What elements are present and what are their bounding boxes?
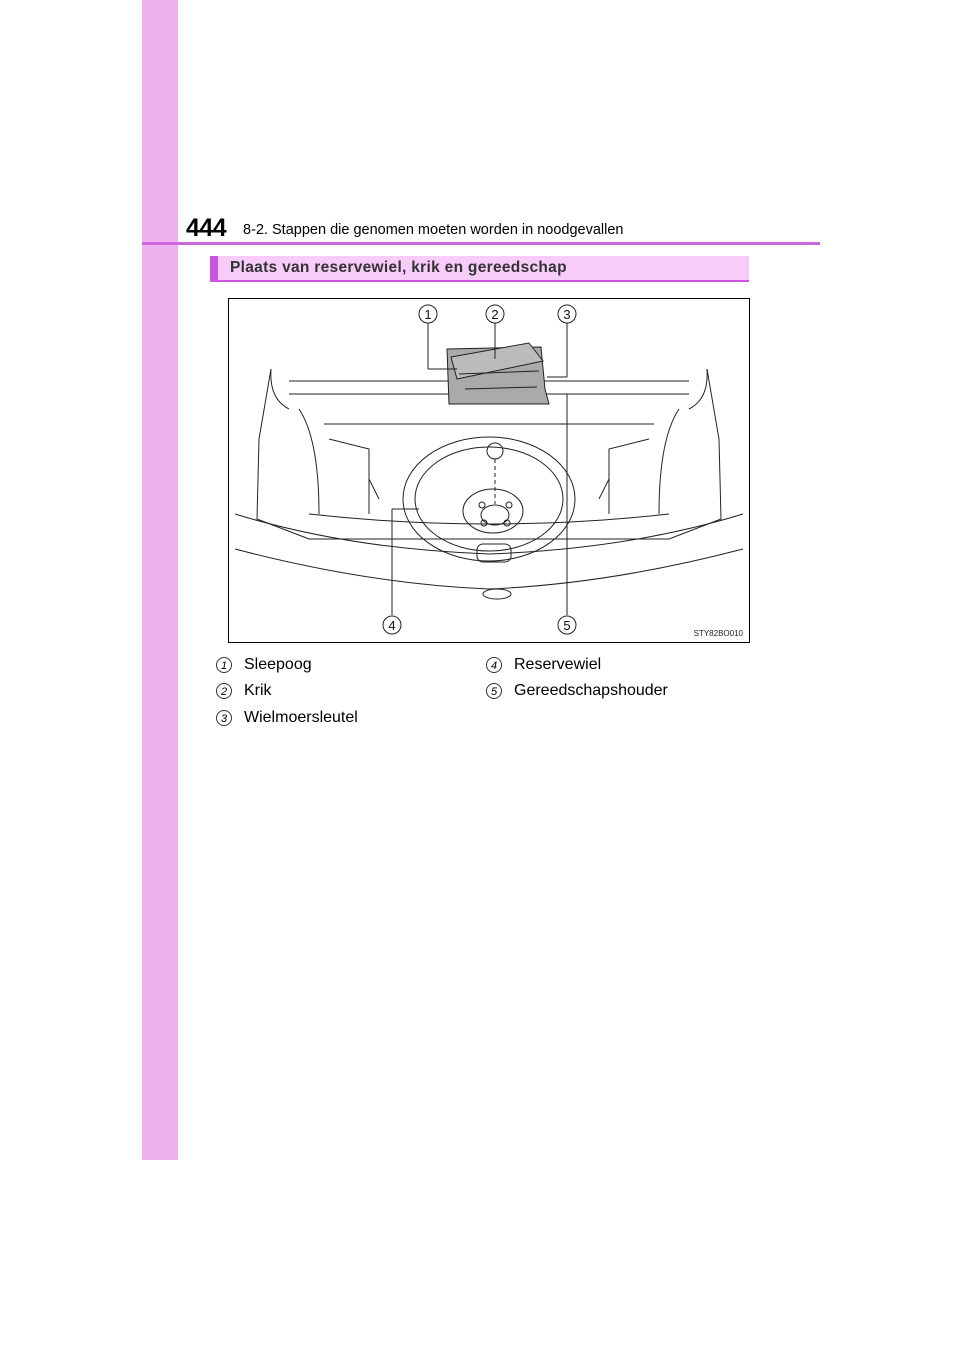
legend-number: 3 [216,710,232,726]
legend-label: Sleepoog [244,656,312,673]
trunk-illustration [228,298,750,643]
section-heading: Plaats van reservewiel, krik en gereedschap [230,259,567,276]
figure-code: STY82BO010 [693,629,743,638]
legend-number: 5 [486,683,502,699]
legend-label: Gereedschapshouder [514,682,668,699]
legend-number: 1 [216,657,232,673]
header-rule [142,242,820,245]
legend-label: Krik [244,682,272,699]
legend-number: 4 [486,657,502,673]
section-heading-box [210,256,749,282]
legend-label: Wielmoersleutel [244,709,358,726]
legend-item-krik [216,682,272,700]
callout-1-label: 1 [424,307,432,322]
legend-number: 2 [216,683,232,699]
legend-label: Reservewiel [514,656,602,673]
page-number: 444 [186,214,227,242]
legend-item-gereedschapshouder [486,682,668,700]
callout-3-label: 3 [563,307,571,322]
legend-item-wielmoersleutel [216,709,358,727]
callout-5-label: 5 [563,618,571,633]
callout-4-label: 4 [388,618,396,633]
page-header: 8-2. Stappen die genomen moeten worden in noodgevallen [243,222,624,238]
chapter-side-tab [142,0,178,1160]
trunk-drawing [229,299,749,642]
legend-item-sleepoog [216,656,312,674]
callout-2-label: 2 [491,307,499,322]
legend-item-reservewiel [486,656,601,674]
